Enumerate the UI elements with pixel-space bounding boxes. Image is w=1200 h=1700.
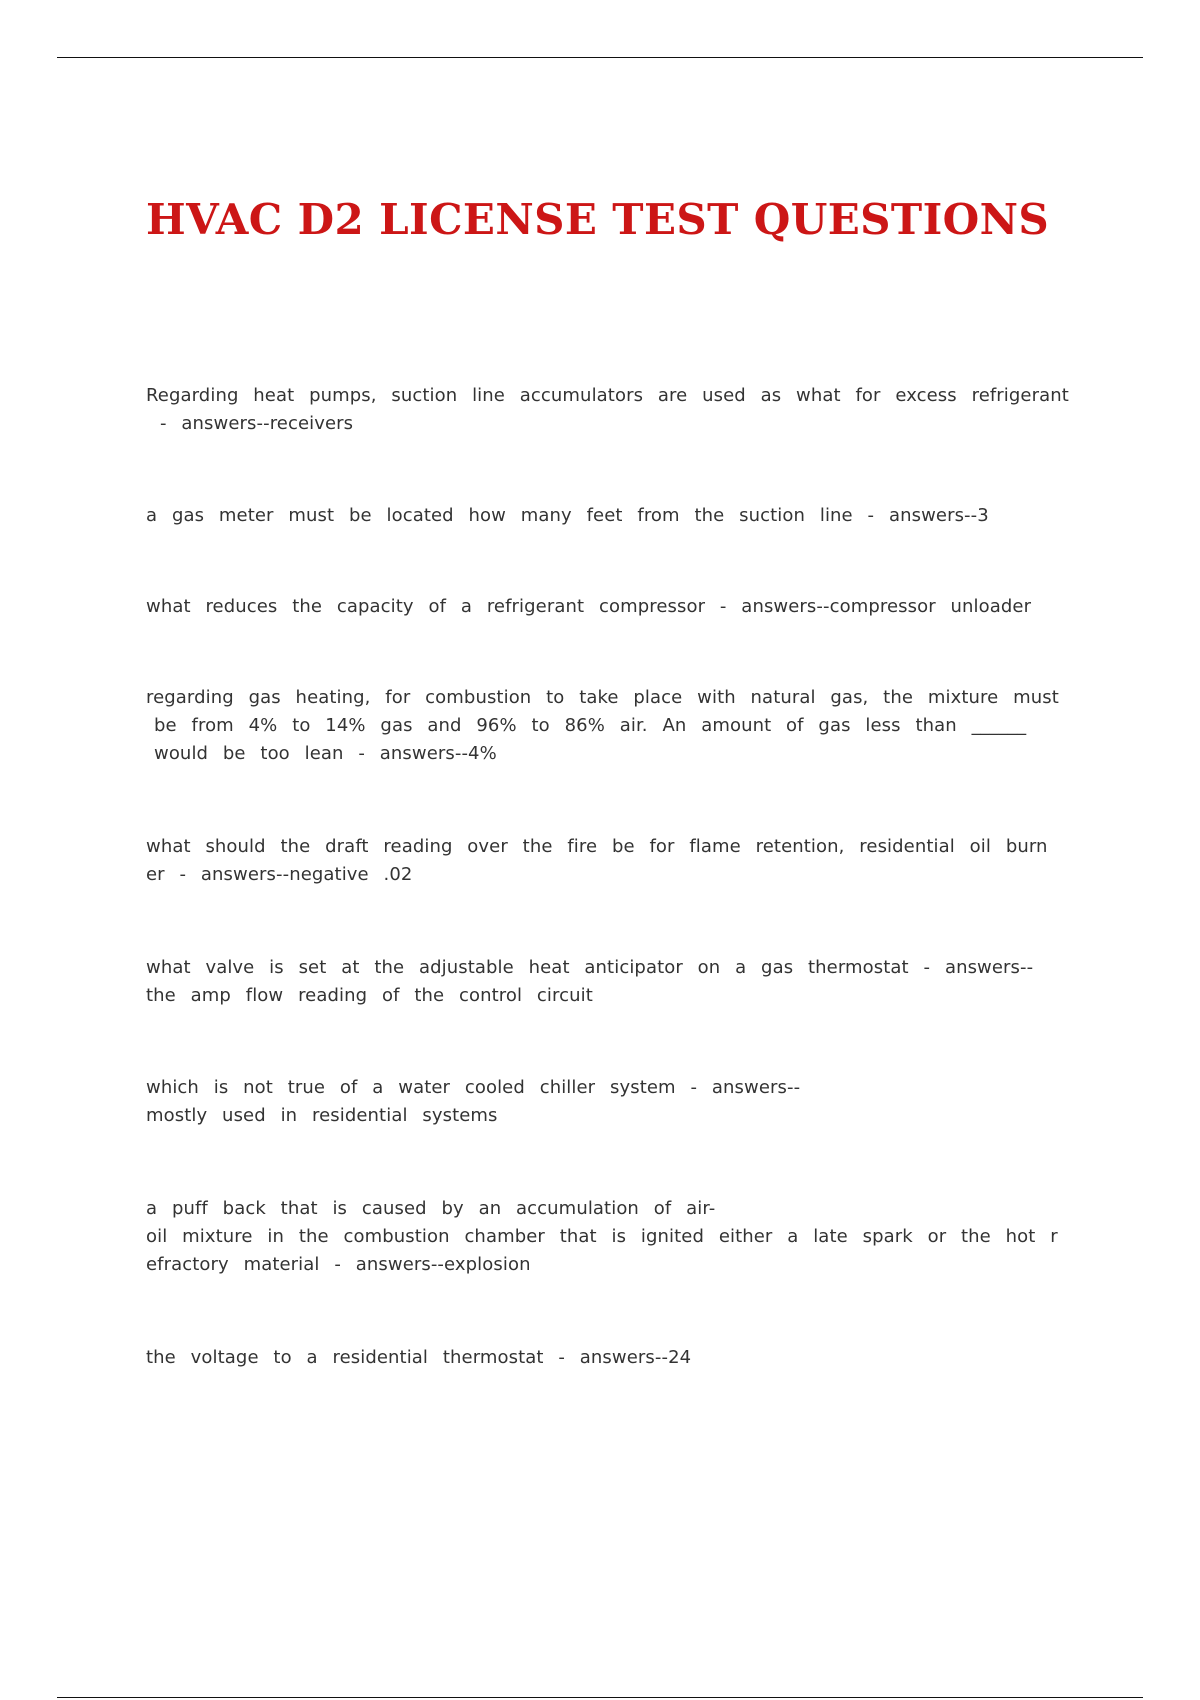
document-title: HVAC D2 LICENSE TEST QUESTIONS (146, 195, 1050, 244)
question-8-line-1: a puff back that is caused by an accumulation of air- (146, 1198, 716, 1219)
top-rule (57, 57, 1143, 58)
question-5-line-1: what should the draft reading over the fire be for flame retention, residential oil burn (146, 836, 1048, 857)
question-8-line-2: oil mixture in the combustion chamber that is ignited either a late spark or the hot r (146, 1226, 1058, 1247)
question-7 (146, 1074, 1086, 1130)
question-4-line-3: would be too lean - answers--4% (154, 743, 497, 764)
question-6-line-1: what valve is set at the adjustable heat anticipator on a gas thermostat - answers-- (146, 957, 1034, 978)
question-2-line-1: a gas meter must be located how many feet from the suction line - answers--3 (146, 505, 989, 526)
question-3-line-1: what reduces the capacity of a refrigerant compressor - answers--compressor unloader (146, 596, 1032, 617)
question-4-line-1: regarding gas heating, for combustion to take place with natural gas, the mixture must (146, 687, 1059, 708)
question-9-line-1: the voltage to a residential thermostat - answers--24 (146, 1347, 692, 1368)
question-5 (146, 833, 1086, 889)
question-4-line-2: be from 4% to 14% gas and 96% to 86% air. An amount of gas less than ______ (154, 715, 1027, 736)
question-1-line-1: Regarding heat pumps, suction line accumulators are used as what for excess refrigerant (146, 385, 1069, 406)
question-5-line-2: er - answers--negative .02 (146, 864, 413, 885)
question-1 (146, 382, 1086, 438)
question-8-line-3: efractory material - answers--explosion (146, 1254, 531, 1275)
question-9 (146, 1344, 1086, 1372)
question-2 (146, 502, 1086, 530)
bottom-rule (57, 1697, 1143, 1698)
question-4 (146, 684, 1086, 768)
question-3 (146, 593, 1086, 621)
question-6 (146, 954, 1086, 1010)
question-8 (146, 1195, 1086, 1279)
question-6-line-2: the amp flow reading of the control circuit (146, 985, 593, 1006)
question-1-line-2: - answers--receivers (160, 413, 354, 434)
question-7-line-1: which is not true of a water cooled chiller system - answers-- (146, 1077, 801, 1098)
question-7-line-2: mostly used in residential systems (146, 1105, 498, 1126)
